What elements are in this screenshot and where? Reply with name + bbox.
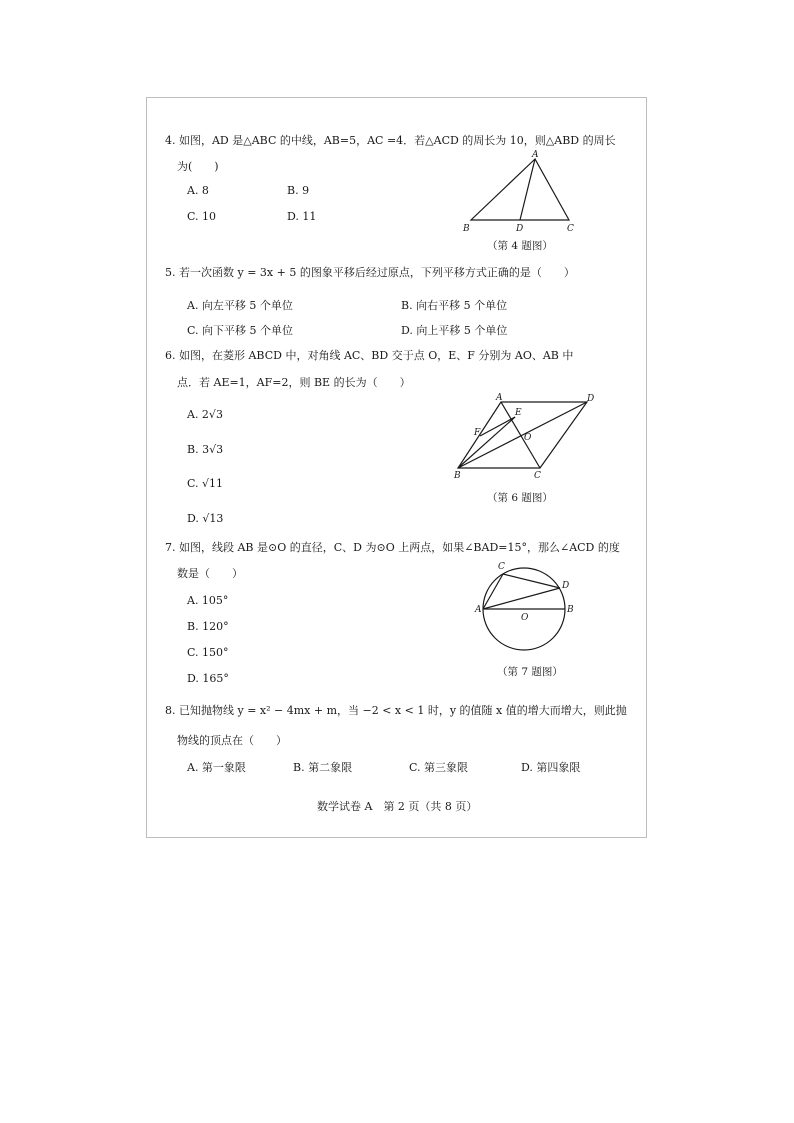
q6-option-b: B. 3√3 [187,443,224,456]
q4-median-ad [520,159,535,220]
q8-stem-line2: 物线的顶点在（ ） [177,734,287,747]
q8-option-a: A. 第一象限 [187,761,246,774]
q7-option-a: A. 105° [187,594,229,607]
q5-stem-line1: 5. 若一次函数 y = 3x + 5 的图象平移后经过原点，下列平移方式正确的是（ ） [165,266,575,279]
q7-label-c: C [498,562,505,572]
q6-rhombus-figure [452,393,602,483]
q4-stem-line2: 为( ) [177,160,219,173]
q4-label-d: D [516,224,524,234]
q4-triangle-figure [457,150,587,240]
q7-option-c: C. 150° [187,646,229,659]
q7-option-b: B. 120° [187,620,229,633]
q5-option-d: D. 向上平移 5 个单位 [401,324,508,337]
q8-option-c: C. 第三象限 [409,761,469,774]
q6-stem-line2: 点．若 AE=1，AF=2，则 BE 的长为（ ） [177,376,411,389]
q6-option-d: D. √13 [187,512,224,525]
q4-option-b: B. 9 [287,184,310,197]
q7-label-a: A [475,605,482,615]
q8-option-b: B. 第二象限 [293,761,353,774]
q5-option-a: A. 向左平移 5 个单位 [187,299,293,312]
q6-caption: （第 6 题图） [487,492,553,504]
q5-option-c: C. 向下平移 5 个单位 [187,324,294,337]
q4-option-a: A. 8 [187,184,209,197]
q4-option-c: C. 10 [187,210,217,223]
q6-label-c: C [534,471,541,481]
q7-chord-ad [483,588,560,609]
q4-stem-line1: 4. 如图，AD 是△ABC 的中线，AB=5，AC =4．若△ACD 的周长为 10，则△ABD 的周长 [165,134,616,147]
q7-label-d: D [562,581,570,591]
q7-label-b: B [567,605,574,615]
q6-label-e: E [515,408,522,418]
exam-page [146,97,647,838]
q6-option-a: A. 2√3 [187,408,223,421]
q7-option-d: D. 165° [187,672,229,685]
q7-circle-figure [475,560,585,660]
q4-label-c: C [567,224,574,234]
q6-label-f: F [474,428,481,438]
q6-label-o: O [524,433,532,443]
q4-label-b: B [463,224,470,234]
q7-caption: （第 7 题图） [497,666,563,678]
page-footer: 数学试卷 A 第 2 页（共 8 页） [317,800,478,813]
q6-label-d: D [587,394,595,404]
q8-stem-line1: 8. 已知抛物线 y = x² − 4mx + m，当 −2 < x < 1 时，y 的值随 x 值的增大而增大，则此抛 [165,704,627,717]
q4-option-d: D. 11 [287,210,317,223]
q5-option-b: B. 向右平移 5 个单位 [401,299,508,312]
q4-label-a: A [532,150,539,160]
q4-caption: （第 4 题图） [487,240,553,252]
q6-label-a: A [496,393,503,403]
q6-label-b: B [454,471,461,481]
q7-label-o: O [521,613,529,623]
q7-chord-cd [503,574,560,588]
q7-stem-line1: 7. 如图，线段 AB 是⊙O 的直径，C、D 为⊙O 上两点，如果∠BAD=15°，那么∠ACD 的度 [165,541,620,554]
q7-stem-line2: 数是（ ） [177,567,243,580]
q6-stem-line1: 6. 如图，在菱形 ABCD 中，对角线 AC、BD 交于点 O，E、F 分别为 AO、AB 中 [165,349,574,362]
q6-option-c: C. √11 [187,477,224,490]
q8-option-d: D. 第四象限 [521,761,581,774]
q4-triangle-abc [471,159,569,220]
